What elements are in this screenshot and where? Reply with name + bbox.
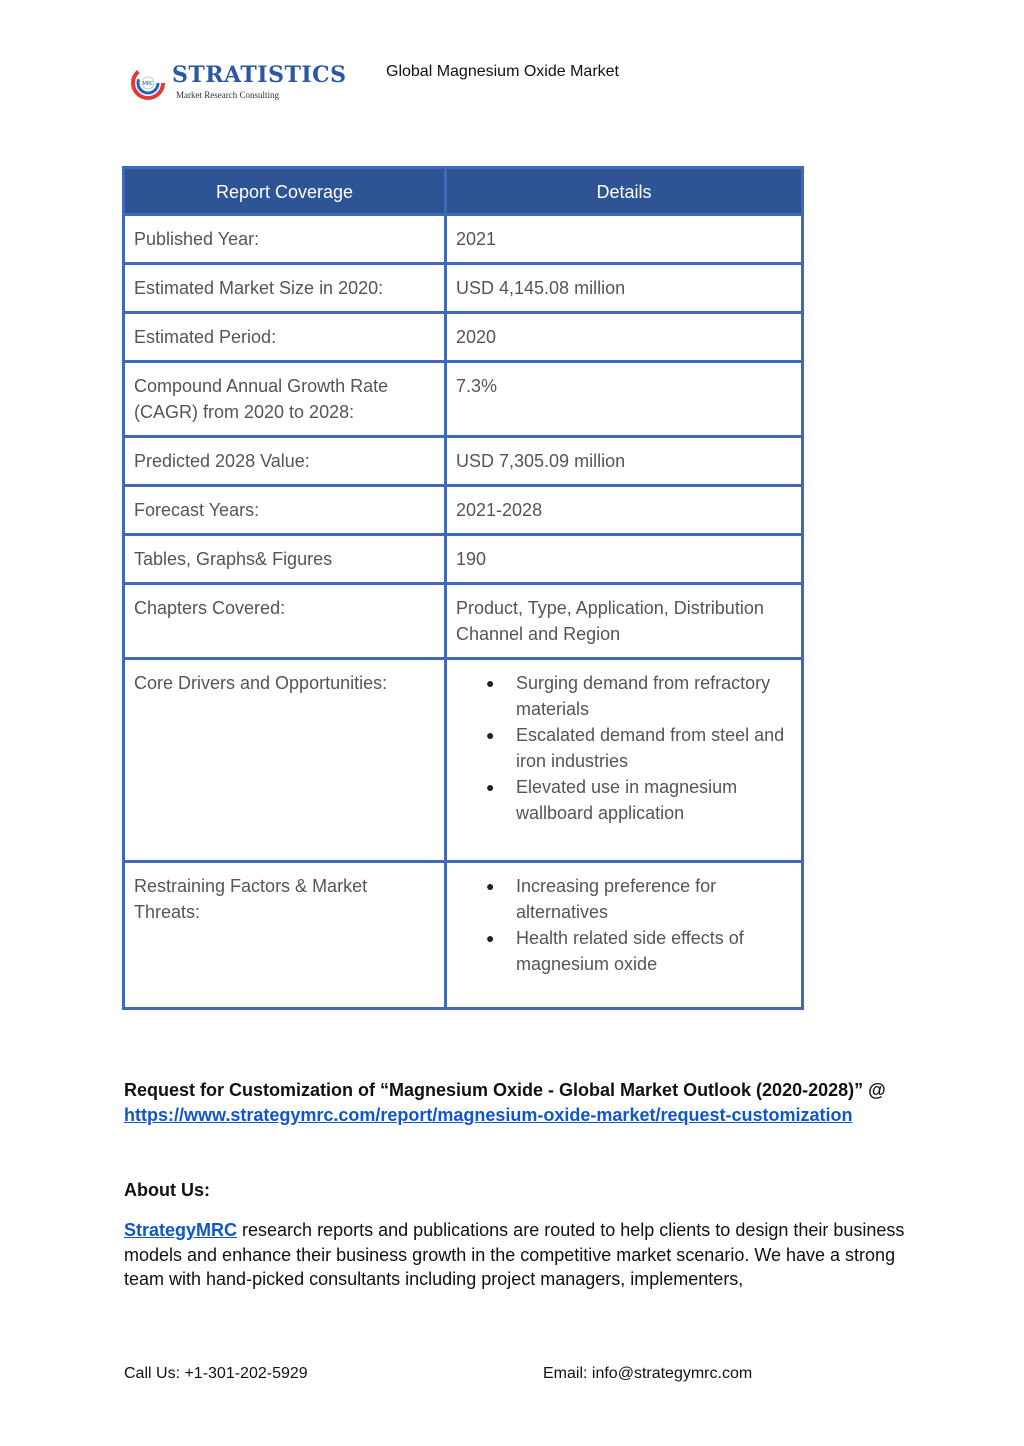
about-body: research reports and publications are routed to help clients to design their business models and enhance their business growth in the competitive market scenario. We have a strong team with hand-picked consultants including project managers, implementers, (124, 1220, 905, 1289)
column-header: Report Coverage (124, 168, 446, 215)
table-row-drivers (124, 659, 803, 862)
table-row (124, 486, 803, 535)
row-value: 190 (446, 535, 803, 584)
row-value: Product, Type, Application, Distribution Channel and Region (446, 584, 803, 659)
request-text: Request for Customization of “Magnesium Oxide - Global Market Outlook (2020-2028)” @ (124, 1080, 886, 1100)
footer-phone: Call Us: +1-301-202-5929 (124, 1365, 308, 1382)
row-value: 2021-2028 (446, 486, 803, 535)
list-item: ● Elevated use in magnesium wallboard application (516, 774, 792, 826)
table-row (124, 535, 803, 584)
row-label: Estimated Market Size in 2020: (124, 264, 446, 313)
page-title: Global Magnesium Oxide Market (386, 63, 619, 80)
threats-list (456, 873, 792, 977)
column-header: Details (446, 168, 803, 215)
about-heading: About Us: (124, 1180, 210, 1200)
table-row (124, 437, 803, 486)
list-item: ● Health related side effects of magnesium oxide (516, 925, 792, 977)
strategymrc-link[interactable]: StrategyMRC (124, 1220, 238, 1240)
row-label: Published Year: (124, 215, 446, 264)
row-label: Compound Annual Growth Rate (CAGR) from 2020 to 2028: (124, 362, 446, 437)
row-label: Forecast Years: (124, 486, 446, 535)
table-row (124, 313, 803, 362)
row-value: USD 4,145.08 million (446, 264, 803, 313)
list-item: ● Escalated demand from steel and iron industries (516, 722, 792, 774)
row-value (446, 659, 803, 862)
logo-swirl-icon (128, 63, 168, 103)
logo-tagline: Market Research Consulting (176, 90, 279, 100)
table-row-threats (124, 862, 803, 1009)
row-label: Tables, Graphs& Figures (124, 535, 446, 584)
row-value: 2021 (446, 215, 803, 264)
svg-text:MRC: MRC (142, 81, 154, 87)
row-label: Restraining Factors & Market Threats: (124, 862, 446, 1009)
row-value (446, 862, 803, 1009)
table-row (124, 215, 803, 264)
list-item: ● Surging demand from refractory materials (516, 670, 792, 722)
row-value: 2020 (446, 313, 803, 362)
table-header-row (124, 168, 803, 215)
drivers-list (456, 670, 792, 826)
list-item: ● Increasing preference for alternatives (516, 873, 792, 925)
table-row (124, 264, 803, 313)
about-paragraph (124, 1218, 914, 1292)
footer-email: Email: info@strategymrc.com (543, 1365, 753, 1382)
row-label: Core Drivers and Opportunities: (124, 659, 446, 862)
request-customization-link[interactable]: https://www.strategymrc.com/report/magnesium-oxide-market/request-customization (124, 1105, 853, 1125)
logo-wordmark: STRATISTICS (172, 62, 347, 88)
report-coverage-table (122, 166, 804, 1010)
row-value: USD 7,305.09 million (446, 437, 803, 486)
company-logo (128, 60, 347, 106)
row-label: Estimated Period: (124, 313, 446, 362)
table-row (124, 584, 803, 659)
row-label: Chapters Covered: (124, 584, 446, 659)
customization-request (124, 1078, 914, 1128)
row-label: Predicted 2028 Value: (124, 437, 446, 486)
table-row (124, 362, 803, 437)
row-value: 7.3% (446, 362, 803, 437)
